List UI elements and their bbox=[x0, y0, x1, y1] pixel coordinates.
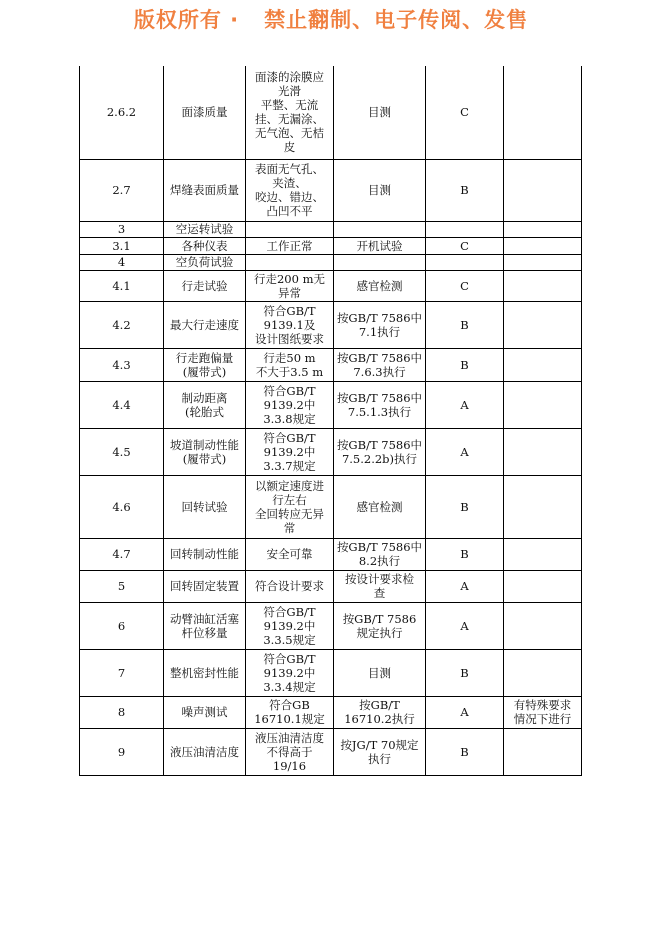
cell-no: 4.7 bbox=[80, 538, 164, 570]
cell-note bbox=[504, 649, 582, 696]
table-body bbox=[80, 66, 582, 775]
cell-no: 7 bbox=[80, 649, 164, 696]
cell-method: 开机试验 bbox=[334, 237, 426, 254]
cell-method: 目测 bbox=[334, 66, 426, 159]
cell-req: 行走200 m无 异常 bbox=[246, 270, 334, 301]
cell-item: 液压油清洁度 bbox=[164, 728, 246, 775]
cell-item: 整机密封性能 bbox=[164, 649, 246, 696]
cell-no: 4.6 bbox=[80, 475, 164, 538]
table-row bbox=[80, 381, 582, 428]
cell-req: 符合GB/T 9139.2中 3.3.4规定 bbox=[246, 649, 334, 696]
cell-note: 有特殊要求 情况下进行 bbox=[504, 696, 582, 728]
cell-method: 目测 bbox=[334, 649, 426, 696]
copyright-watermark: 版权所有 · 禁止翻制、电子传阅、发售 bbox=[133, 8, 529, 32]
cell-grade: A bbox=[426, 428, 504, 475]
cell-req: 液压油清洁度 不得高于 19/16 bbox=[246, 728, 334, 775]
cell-no: 4.1 bbox=[80, 270, 164, 301]
cell-note bbox=[504, 602, 582, 649]
cell-grade: A bbox=[426, 602, 504, 649]
table-row bbox=[80, 570, 582, 602]
cell-method: 按JG/T 70规定 执行 bbox=[334, 728, 426, 775]
table-row bbox=[80, 66, 582, 159]
cell-req: 符合设计要求 bbox=[246, 570, 334, 602]
cell-no: 2.7 bbox=[80, 159, 164, 221]
cell-req: 符合GB/T 9139.2中 3.3.5规定 bbox=[246, 602, 334, 649]
cell-req: 工作正常 bbox=[246, 237, 334, 254]
cell-no: 4.3 bbox=[80, 348, 164, 381]
table-row bbox=[80, 538, 582, 570]
table-row bbox=[80, 649, 582, 696]
cell-item: 坡道制动性能 (履带式) bbox=[164, 428, 246, 475]
cell-note bbox=[504, 66, 582, 159]
cell-method: 按GB/T 16710.2执行 bbox=[334, 696, 426, 728]
cell-req: 以额定速度进 行左右 全回转应无异 常 bbox=[246, 475, 334, 538]
cell-req: 符合GB/T 9139.1及 设计图纸要求 bbox=[246, 301, 334, 348]
table-row bbox=[80, 602, 582, 649]
cell-item: 面漆质量 bbox=[164, 66, 246, 159]
table-row bbox=[80, 159, 582, 221]
cell-no: 4.5 bbox=[80, 428, 164, 475]
cell-grade bbox=[426, 221, 504, 237]
cell-item: 空负荷试验 bbox=[164, 254, 246, 270]
cell-method: 按GB/T 7586中 7.1执行 bbox=[334, 301, 426, 348]
cell-grade: B bbox=[426, 159, 504, 221]
cell-grade: C bbox=[426, 270, 504, 301]
table-row bbox=[80, 221, 582, 237]
cell-item: 制动距离 (轮胎式 bbox=[164, 381, 246, 428]
table-row bbox=[80, 301, 582, 348]
cell-no: 4 bbox=[80, 254, 164, 270]
cell-note bbox=[504, 475, 582, 538]
cell-req: 符合GB/T 9139.2中 3.3.7规定 bbox=[246, 428, 334, 475]
cell-item: 各种仪表 bbox=[164, 237, 246, 254]
cell-note bbox=[504, 348, 582, 381]
cell-no: 3.1 bbox=[80, 237, 164, 254]
cell-grade: B bbox=[426, 649, 504, 696]
cell-note bbox=[504, 254, 582, 270]
cell-method: 按GB/T 7586中 8.2执行 bbox=[334, 538, 426, 570]
cell-no: 6 bbox=[80, 602, 164, 649]
cell-no: 2.6.2 bbox=[80, 66, 164, 159]
cell-grade: C bbox=[426, 237, 504, 254]
cell-method: 按GB/T 7586 规定执行 bbox=[334, 602, 426, 649]
inspection-table bbox=[79, 66, 582, 776]
cell-req: 安全可靠 bbox=[246, 538, 334, 570]
cell-no: 9 bbox=[80, 728, 164, 775]
table-row bbox=[80, 348, 582, 381]
cell-req: 行走50 m 不大于3.5 m bbox=[246, 348, 334, 381]
cell-no: 3 bbox=[80, 221, 164, 237]
cell-note bbox=[504, 570, 582, 602]
table-row bbox=[80, 237, 582, 254]
cell-grade: B bbox=[426, 348, 504, 381]
cell-req: 面漆的涂膜应 光滑 平整、无流 挂、无漏涂、 无气泡、无桔 皮 bbox=[246, 66, 334, 159]
cell-item: 行走试验 bbox=[164, 270, 246, 301]
cell-note bbox=[504, 428, 582, 475]
cell-note bbox=[504, 237, 582, 254]
cell-method: 按GB/T 7586中 7.5.1.3执行 bbox=[334, 381, 426, 428]
cell-grade: B bbox=[426, 301, 504, 348]
cell-grade: B bbox=[426, 475, 504, 538]
cell-method: 目测 bbox=[334, 159, 426, 221]
cell-note bbox=[504, 301, 582, 348]
cell-grade: A bbox=[426, 570, 504, 602]
cell-item: 回转制动性能 bbox=[164, 538, 246, 570]
cell-item: 动臂油缸活塞 杆位移量 bbox=[164, 602, 246, 649]
cell-note bbox=[504, 728, 582, 775]
table-row bbox=[80, 728, 582, 775]
cell-req: 符合GB/T 9139.2中 3.3.8规定 bbox=[246, 381, 334, 428]
cell-note bbox=[504, 381, 582, 428]
cell-note bbox=[504, 221, 582, 237]
cell-note bbox=[504, 159, 582, 221]
cell-method: 按GB/T 7586中 7.6.3执行 bbox=[334, 348, 426, 381]
cell-item: 回转试验 bbox=[164, 475, 246, 538]
cell-no: 8 bbox=[80, 696, 164, 728]
cell-no: 4.2 bbox=[80, 301, 164, 348]
table-row bbox=[80, 254, 582, 270]
cell-note bbox=[504, 538, 582, 570]
table-row bbox=[80, 475, 582, 538]
cell-item: 最大行走速度 bbox=[164, 301, 246, 348]
cell-req bbox=[246, 221, 334, 237]
cell-grade: B bbox=[426, 538, 504, 570]
cell-item: 噪声测试 bbox=[164, 696, 246, 728]
cell-method bbox=[334, 254, 426, 270]
cell-method: 感官检测 bbox=[334, 475, 426, 538]
cell-grade: A bbox=[426, 381, 504, 428]
table-row bbox=[80, 696, 582, 728]
cell-item: 回转固定装置 bbox=[164, 570, 246, 602]
cell-method: 按GB/T 7586中 7.5.2.2b)执行 bbox=[334, 428, 426, 475]
cell-grade: B bbox=[426, 728, 504, 775]
cell-no: 4.4 bbox=[80, 381, 164, 428]
cell-req: 符合GB 16710.1规定 bbox=[246, 696, 334, 728]
cell-method: 按设计要求检 查 bbox=[334, 570, 426, 602]
cell-item: 空运转试验 bbox=[164, 221, 246, 237]
cell-grade bbox=[426, 254, 504, 270]
cell-no: 5 bbox=[80, 570, 164, 602]
table-row bbox=[80, 428, 582, 475]
cell-method: 感官检测 bbox=[334, 270, 426, 301]
cell-req bbox=[246, 254, 334, 270]
cell-grade: A bbox=[426, 696, 504, 728]
cell-req: 表面无气孔、 夹渣、 咬边、错边、 凸凹不平 bbox=[246, 159, 334, 221]
cell-grade: C bbox=[426, 66, 504, 159]
cell-item: 行走跑偏量 (履带式) bbox=[164, 348, 246, 381]
cell-item: 焊缝表面质量 bbox=[164, 159, 246, 221]
cell-method bbox=[334, 221, 426, 237]
table-row bbox=[80, 270, 582, 301]
cell-note bbox=[504, 270, 582, 301]
